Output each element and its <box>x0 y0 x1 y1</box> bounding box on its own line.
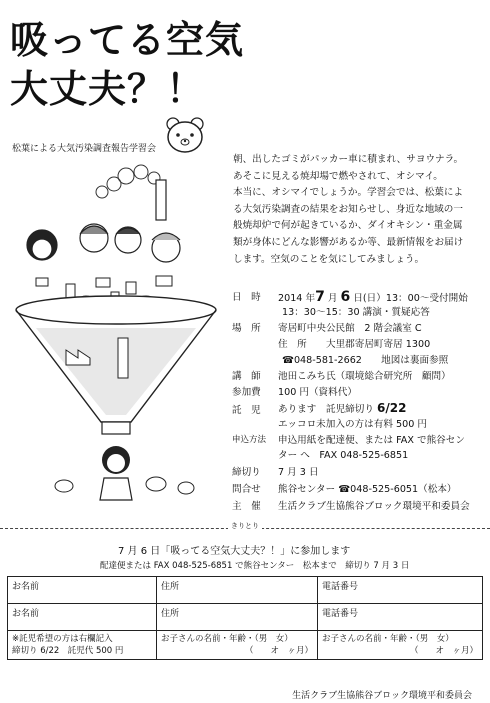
footer-organizer: 生活クラブ生協熊谷ブロック環境平和委員会 <box>292 691 472 701</box>
page-subtitle: 松葉による大気汚染調査報告学習会 <box>12 144 157 154</box>
form-row <box>8 577 483 604</box>
organizer-value: 生活クラブ生協熊谷ブロック環境平和委員会 <box>278 501 470 512</box>
childcare-label: 託 児 <box>232 405 261 416</box>
phone-field-2[interactable]: 電話番号 <box>318 604 483 631</box>
child-field-1[interactable]: お子さんの名前・年齢・（男 女） （ オ ヶ月） <box>157 631 318 660</box>
deadline-label: 締切り <box>232 467 261 478</box>
phone-field-1[interactable]: 電話番号 <box>318 577 483 604</box>
intro-line: る大気汚染調査の結果をお知らせし、身近な地域の一 <box>233 203 463 215</box>
contact-value: 熊谷センター ☎048-525-6051（松本） <box>278 484 457 495</box>
datetime-day: 6 <box>340 289 351 305</box>
childcare-line2: エッコロ未加入の方は有料 500 円 <box>278 419 427 430</box>
name-field-1[interactable]: お名前 <box>8 577 157 604</box>
address-field-2[interactable]: 住所 <box>157 604 318 631</box>
form-heading: 7 月 6 日「吸ってる空気大丈夫？！」に参加します <box>118 546 351 557</box>
kiritori-label: きりとり <box>228 521 262 531</box>
lecturer-label: 講 師 <box>232 371 261 382</box>
lecturer-value: 池田こみち氏（環境総合研究所 顧問） <box>278 371 451 382</box>
intro-line: 般焼却炉で何が起きているか、ダイオキシン・重金属 <box>233 220 463 232</box>
deadline-value: 7 月 3 日 <box>278 467 319 478</box>
intro-line: 本当に、オシマイでしょうか。学習会では、松葉によ <box>233 187 464 199</box>
fee-label: 参加費 <box>232 387 261 398</box>
datetime-month: 7 <box>315 289 325 305</box>
intro-line: します。空気のことを気にしてみましょう。 <box>233 253 425 265</box>
contact-label: 問合せ <box>232 484 261 495</box>
page-title-line2: 大丈夫？！ <box>10 67 206 111</box>
datetime-value: 2014 年7 月 6 日(日）13：00～受付開始 <box>278 289 468 305</box>
organizer-label: 主 催 <box>232 501 261 512</box>
venue-line2: 住 所 大里郡寄居町寄居 1300 <box>278 339 431 350</box>
name-field-2[interactable]: お名前 <box>8 604 157 631</box>
intro-line: 類が身体にどんな影響があるか等、最新情報をお届け <box>233 236 464 248</box>
address-field-1[interactable]: 住所 <box>157 577 318 604</box>
venue-line1: 寄居町中央公民館 2 階会議室 C <box>278 323 422 334</box>
form-subheading: 配達便または FAX 048-525-6851 で熊谷センター 松本まで 締切り 7 月 3 日 <box>100 561 410 571</box>
childcare-deadline: 6/22 <box>377 401 407 415</box>
application-form <box>7 576 483 660</box>
datetime-line2: 13：30～15：30 講演・質疑応答 <box>282 307 430 318</box>
intro-line: あそこに見える焼却場で燃やされて、オシマイ。 <box>233 170 443 182</box>
venue-line3: ☎048-581-2662 地図は裏面参照 <box>282 355 449 366</box>
intro-line: 朝、出したゴミがパッカー車に積まれ、サヨウナラ。 <box>233 154 464 165</box>
child-field-2[interactable]: お子さんの名前・年齢・（男 女） （ オ ヶ月） <box>318 631 483 660</box>
venue-label: 場 所 <box>232 323 261 334</box>
childcare-value: あります 託児締切り 6/22 <box>278 401 407 415</box>
page-title-line1: 吸ってる空気 <box>10 18 245 62</box>
form-row <box>8 604 483 631</box>
apply-line2: ター へ FAX 048-525-6851 <box>278 450 409 461</box>
childcare-note: ※託児希望の方は右欄記入 締切り 6/22 託児代 500 円 <box>8 631 157 660</box>
apply-label: 申込方法 <box>232 435 267 445</box>
form-row <box>8 631 483 660</box>
datetime-label: 日 時 <box>232 292 261 303</box>
apply-line1: 申込用紙を配達便、または FAX で熊谷セン <box>278 435 465 446</box>
fee-value: 100 円（資料代） <box>278 387 357 398</box>
